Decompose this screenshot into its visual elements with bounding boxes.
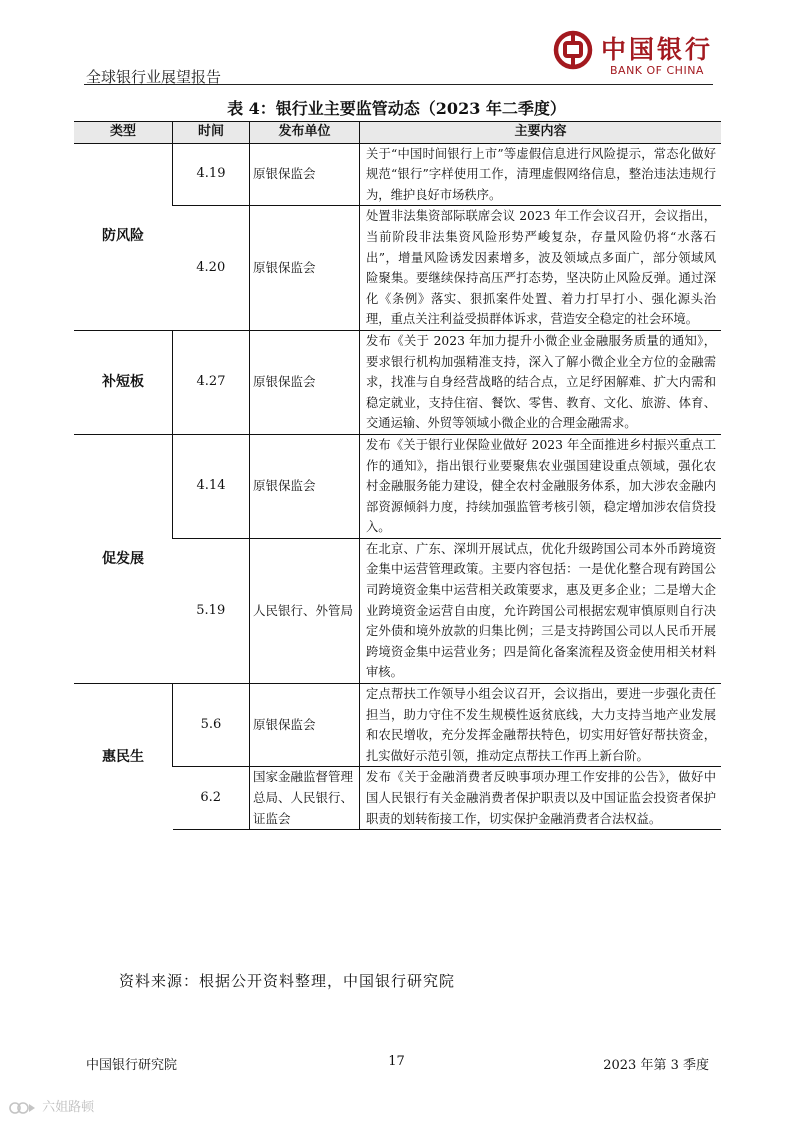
content-cell: 发布《关于银行业保险业做好 2023 年全面推进乡村振兴重点工作的通知》，指出银行业要聚焦农业强国建设重点领域，强化农村金融服务能力建设，健全农村金融服务体系，加大涉农金融内部资源倾斜力度，持续加强监管考核引领，稳定增加涉农信贷投入。	[360, 434, 722, 538]
watermark-logo-icon	[8, 1101, 38, 1115]
unit-cell: 原银保监会	[250, 684, 360, 767]
unit-cell: 原银保监会	[250, 434, 360, 538]
category-cell: 补短板	[74, 330, 173, 434]
unit-cell: 原银保监会	[250, 143, 360, 206]
logo-chinese-name: 中国银行	[601, 35, 714, 64]
report-title: 全球银行业展望报告	[86, 68, 222, 86]
time-cell: 5.19	[173, 538, 250, 683]
time-cell: 4.14	[173, 434, 250, 538]
source-note: 资料来源：根据公开资料整理，中国银行研究院	[119, 972, 456, 990]
unit-cell: 人民银行、外管局	[250, 538, 360, 683]
column-header-unit: 发布单位	[250, 122, 360, 144]
time-cell: 4.19	[173, 143, 250, 206]
table-row	[74, 434, 721, 538]
unit-cell: 原银保监会	[250, 206, 360, 331]
content-cell: 在北京、广东、深圳开展试点，优化升级跨国公司本外币跨境资金集中运营管理政策。主要内容包括：一是优化整合现有跨国公司跨境资金集中运营相关政策要求，惠及更多企业；二是增大企业跨境资金运营自由度，允许跨国公司根据宏观审慎原则自行决定外债和境外放款的归集比例；三是支持跨国公司以人民币开展跨境资金集中运营业务；四是简化备案流程及资金使用相关材料审核。	[360, 538, 722, 683]
column-header-time: 时间	[173, 122, 250, 144]
table-row	[74, 684, 721, 767]
unit-cell: 原银保监会	[250, 330, 360, 434]
column-header-content: 主要内容	[360, 122, 722, 144]
category-cell: 促发展	[74, 434, 173, 683]
content-cell: 定点帮扶工作领导小组会议召开，会议指出，要进一步强化责任担当，助力守住不发生规模性返贫底线，大力支持当地产业发展和农民增收，充分发挥金融帮扶特色，切实用好管好帮扶资金，扎实做好示范引领，推动定点帮扶工作再上新台阶。	[360, 684, 722, 767]
table-row	[74, 330, 721, 434]
time-cell: 4.27	[173, 330, 250, 434]
content-cell: 发布《关于金融消费者反映事项办理工作安排的公告》，做好中国人民银行有关金融消费者保护职责以及中国证监会投资者保护职责的划转衔接工作，切实保护金融消费者合法权益。	[360, 767, 722, 830]
category-cell: 防风险	[74, 143, 173, 330]
header-divider	[84, 84, 713, 85]
table-header-row	[74, 122, 721, 144]
unit-cell: 国家金融监督管理总局、人民银行、证监会	[250, 767, 360, 830]
category-cell: 惠民生	[74, 684, 173, 830]
watermark	[8, 1096, 94, 1115]
logo-english-name: BANK OF CHINA	[610, 64, 704, 77]
time-cell: 5.6	[173, 684, 250, 767]
regulatory-table	[74, 121, 721, 830]
content-cell: 关于“中国时间银行上市”等虚假信息进行风险提示，常态化做好规范“银行”字样使用工作，清理虚假网络信息，整治违法违规行为，维护良好市场秩序。	[360, 143, 722, 206]
time-cell: 4.20	[173, 206, 250, 331]
time-cell: 6.2	[173, 767, 250, 830]
content-cell: 发布《关于 2023 年加力提升小微企业金融服务质量的通知》，要求银行机构加强精准支持，深入了解小微企业全方位的金融需求，找准与自身经营战略的结合点，立足纾困解难、扩大内需和稳定就业，支持住宿、餐饮、零售、教育、文化、旅游、体育、交通运输、外贸等领域小微企业的合理金融需求。	[360, 330, 722, 434]
bank-logo	[553, 30, 713, 80]
content-cell: 处置非法集资部际联席会议 2023 年工作会议召开，会议指出，当前阶段非法集资风险形势严峻复杂，存量风险仍将“水落石出”，增量风险诱发因素增多，波及领域点多面广，部分领域风险聚集。要继续保持高压严打态势，坚决防止风险反弹。通过深化《条例》落实、狠抓案件处置、着力打早打小、强化源头治理，重点关注利益受损群体诉求，营造安全稳定的社会环境。	[360, 206, 722, 331]
table-row	[74, 143, 721, 206]
page-number: 17	[388, 1054, 405, 1069]
table-caption: 表 4：银行业主要监管动态（2023 年二季度）	[227, 99, 566, 118]
footer-quarter: 2023 年第 3 季度	[603, 1058, 709, 1073]
column-header-type: 类型	[74, 122, 173, 144]
bank-of-china-logo-icon	[553, 30, 593, 70]
watermark-text: 六姐路顿	[42, 1100, 95, 1115]
footer-institute: 中国银行研究院	[86, 1058, 178, 1073]
